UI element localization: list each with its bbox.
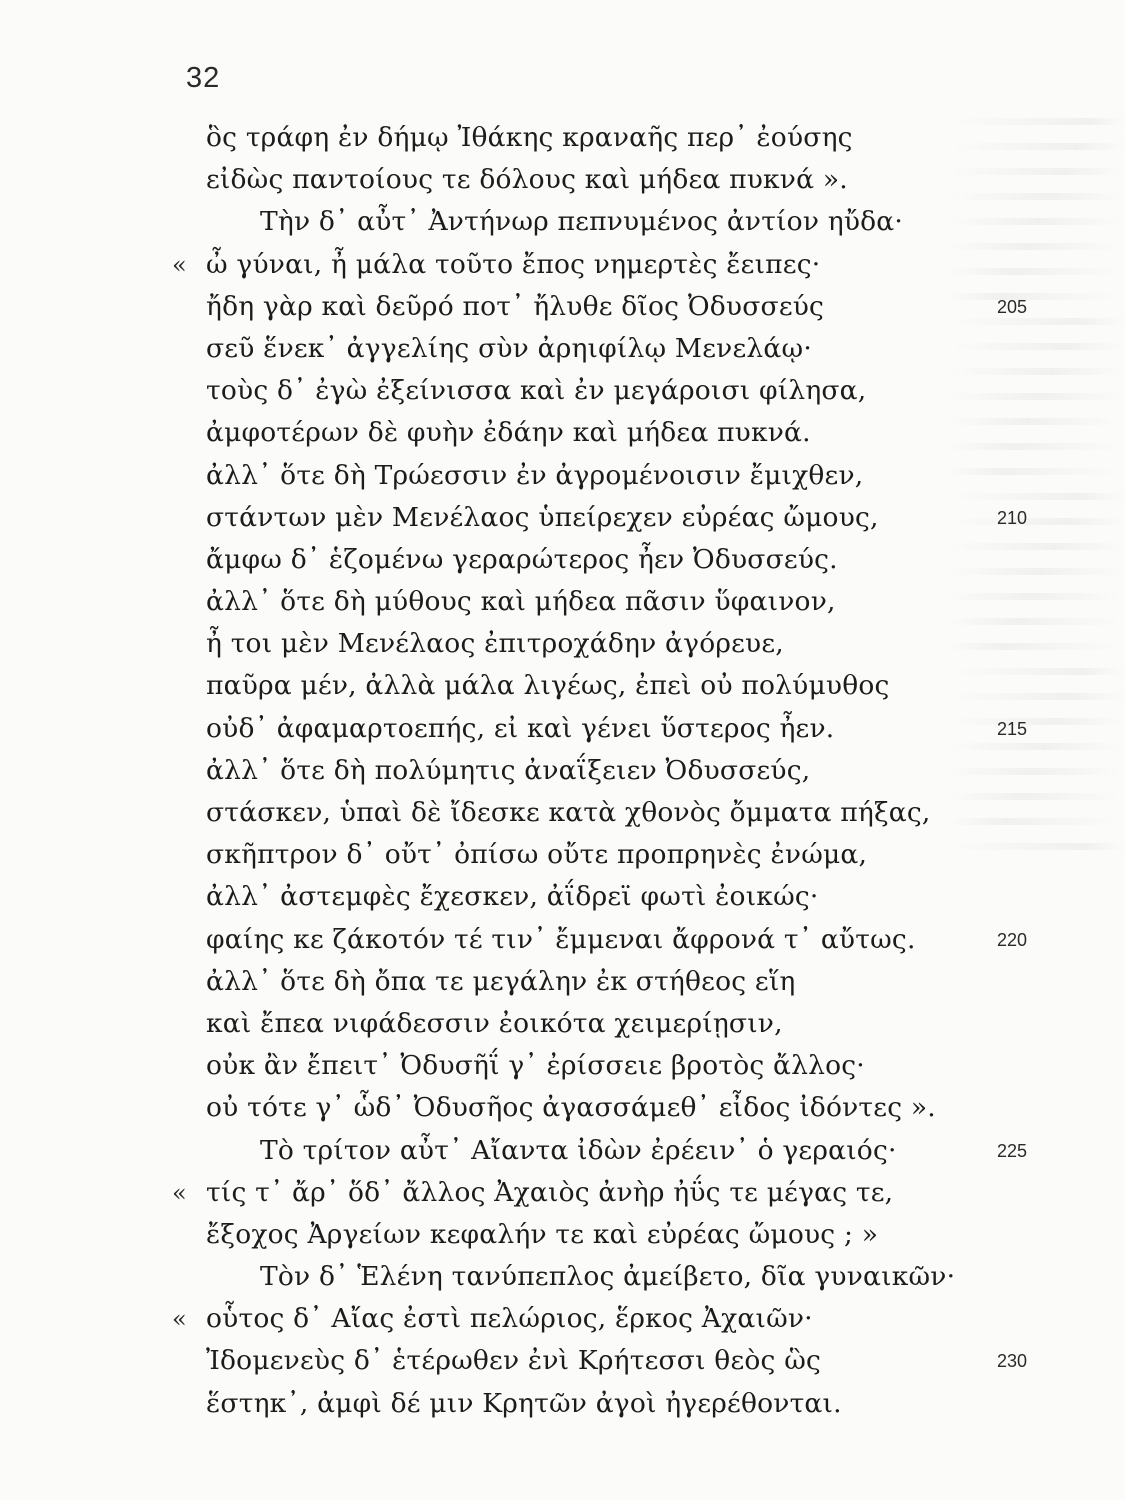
- verse-text: ἔξοχος Ἀργείων κεφαλήν τε καὶ εὐρέας ὤμους ; »: [206, 1218, 879, 1250]
- verse-line: [0, 665, 1125, 707]
- verse-text: ὦ γύναι, ἦ μάλα τοῦτο ἔπος νημερτὲς ἔειπες·: [206, 248, 821, 280]
- verse-text: οὗτος δ᾽ Αἴας ἐστὶ πελώριος, ἕρκος Ἀχαιῶν·: [206, 1303, 813, 1335]
- verse-text: ἀμφοτέρων δὲ φυὴν ἐδάην καὶ μήδεα πυκνά.: [206, 417, 811, 449]
- verse-text: ἀλλ᾽ ὅτε δὴ Τρώεσσιν ἐν ἀγρομένοισιν ἔμιχθεν,: [206, 459, 864, 491]
- verse-text: Τὸν δ᾽ Ἑλένη τανύπεπλος ἀμείβετο, δῖα γυναικῶν·: [260, 1261, 956, 1293]
- opening-quote-mark: «: [172, 1178, 187, 1207]
- verse-line: [0, 412, 1125, 454]
- verse-line: [0, 1003, 1125, 1045]
- verse-text: στάντων μὲν Μενέλαος ὑπείρεχεν εὐρέας ὤμους,: [206, 501, 879, 533]
- verse-line: [0, 834, 1125, 876]
- verse-line: [0, 919, 1125, 961]
- verse-text: παῦρα μέν, ἀλλὰ μάλα λιγέως, ἐπεὶ οὐ πολύμυθος: [206, 670, 890, 702]
- verse-line: [0, 1383, 1125, 1425]
- verse-text: ἀλλ᾽ ὅτε δὴ μύθους καὶ μήδεα πᾶσιν ὕφαινον,: [206, 586, 836, 618]
- verse-line: [0, 1172, 1125, 1214]
- verse-line: [0, 750, 1125, 792]
- verse-text: ἄμφω δ᾽ ἑζομένω γεραρώτερος ἦεν Ὀδυσσεύς.: [206, 543, 838, 575]
- verse-text: ἀλλ᾽ ὅτε δὴ πολύμητις ἀναΐξειεν Ὀδυσσεύς,: [206, 754, 811, 786]
- line-number: 205: [996, 296, 1027, 317]
- verse-text: σκῆπτρον δ᾽ οὔτ᾽ ὀπίσω οὔτε προπρηνὲς ἐνώμα,: [206, 839, 868, 871]
- verse-line: [0, 623, 1125, 665]
- verse-text: σεῦ ἕνεκ᾽ ἀγγελίης σὺν ἀρηιφίλῳ Μενελάῳ·: [206, 332, 812, 364]
- verse-line: [0, 370, 1125, 412]
- verse-text: εἰδὼς παντοίους τε δόλους καὶ μήδεα πυκνά ».: [206, 164, 848, 196]
- verse-text: Τὴν δ᾽ αὖτ᾽ Ἀντήνωρ πεπνυμένος ἀντίον ηὔδα·: [260, 206, 904, 238]
- verse-text: φαίης κε ζάκοτόν τέ τιν᾽ ἔμμεναι ἄφρονά τ᾽ αὔτως.: [206, 923, 916, 955]
- verse-text: ἤδη γὰρ καὶ δεῦρό ποτ᾽ ἤλυθε δῖος Ὀδυσσεύς: [206, 290, 825, 322]
- line-number: 210: [996, 507, 1027, 528]
- verse-text: καὶ ἔπεα νιφάδεσσιν ἐοικότα χειμερίῃσιν,: [206, 1007, 783, 1039]
- verse-line: [0, 876, 1125, 918]
- verse-block: [0, 117, 1125, 1425]
- verse-line: [0, 117, 1125, 159]
- line-number: 225: [996, 1140, 1027, 1161]
- line-number: 215: [996, 718, 1027, 739]
- verse-line: [0, 1298, 1125, 1340]
- verse-text: ὃς τράφη ἐν δήμῳ Ἰθάκης κραναῆς περ᾽ ἐούσης: [206, 122, 853, 153]
- verse-line: [0, 328, 1125, 370]
- verse-text: οὐκ ἂν ἔπειτ᾽ Ὀδυσῆΐ γ᾽ ἐρίσσειε βροτὸς ἄλλος·: [206, 1050, 865, 1082]
- verse-line: [0, 1045, 1125, 1087]
- verse-line: [0, 961, 1125, 1003]
- verse-text: ἀλλ᾽ ὅτε δὴ ὄπα τε μεγάλην ἐκ στήθεος εἵη: [206, 965, 796, 997]
- verse-line: [0, 1256, 1125, 1298]
- verse-line: [0, 581, 1125, 623]
- verse-line: [0, 286, 1125, 328]
- verse-line: [0, 1340, 1125, 1382]
- verse-text: οὐδ᾽ ἀφαμαρτοεπής, εἰ καὶ γένει ὕστερος ἦεν.: [206, 712, 835, 744]
- verse-line: [0, 159, 1125, 201]
- opening-quote-mark: «: [172, 250, 187, 279]
- verse-line: [0, 708, 1125, 750]
- verse-text: ἕστηκ᾽, ἀμφὶ δέ μιν Κρητῶν ἀγοὶ ἠγερέθονται.: [206, 1387, 842, 1419]
- verse-line: [0, 455, 1125, 497]
- verse-text: οὐ τότε γ᾽ ὧδ᾽ Ὀδυσῆος ἀγασσάμεθ᾽ εἶδος ἰδόντες ».: [206, 1092, 936, 1124]
- verse-text: τοὺς δ᾽ ἐγὼ ἐξείνισσα καὶ ἐν μεγάροισι φίλησα,: [206, 375, 867, 407]
- verse-text: Ἰδομενεὺς δ᾽ ἑτέρωθεν ἐνὶ Κρήτεσσι θεὸς ὣς: [206, 1345, 822, 1377]
- verse-text: στάσκεν, ὑπαὶ δὲ ἴδεσκε κατὰ χθονὸς ὄμματα πήξας,: [206, 797, 931, 828]
- opening-quote-mark: «: [172, 1305, 187, 1334]
- verse-line: [0, 497, 1125, 539]
- verse-line: [0, 201, 1125, 243]
- verse-text: τίς τ᾽ ἄρ᾽ ὅδ᾽ ἄλλος Ἀχαιὸς ἀνὴρ ἠΰς τε μέγας τε,: [206, 1176, 894, 1208]
- verse-text: ἀλλ᾽ ἀστεμφὲς ἔχεσκεν, ἀΐδρεϊ φωτὶ ἐοικώς·: [206, 881, 819, 913]
- line-number: 220: [996, 929, 1027, 950]
- verse-line: [0, 1214, 1125, 1256]
- verse-line: [0, 1087, 1125, 1129]
- verse-text: Τὸ τρίτον αὖτ᾽ Αἴαντα ἰδὼν ἐρέειν᾽ ὁ γεραιός·: [260, 1134, 897, 1166]
- page-number: 32: [186, 62, 221, 94]
- line-number: 230: [996, 1351, 1027, 1372]
- verse-line: [0, 792, 1125, 834]
- verse-line: [0, 1130, 1125, 1172]
- verse-text: ἦ τοι μὲν Μενέλαος ἐπιτροχάδην ἀγόρευε,: [206, 628, 784, 660]
- verse-line: [0, 244, 1125, 286]
- verse-line: [0, 539, 1125, 581]
